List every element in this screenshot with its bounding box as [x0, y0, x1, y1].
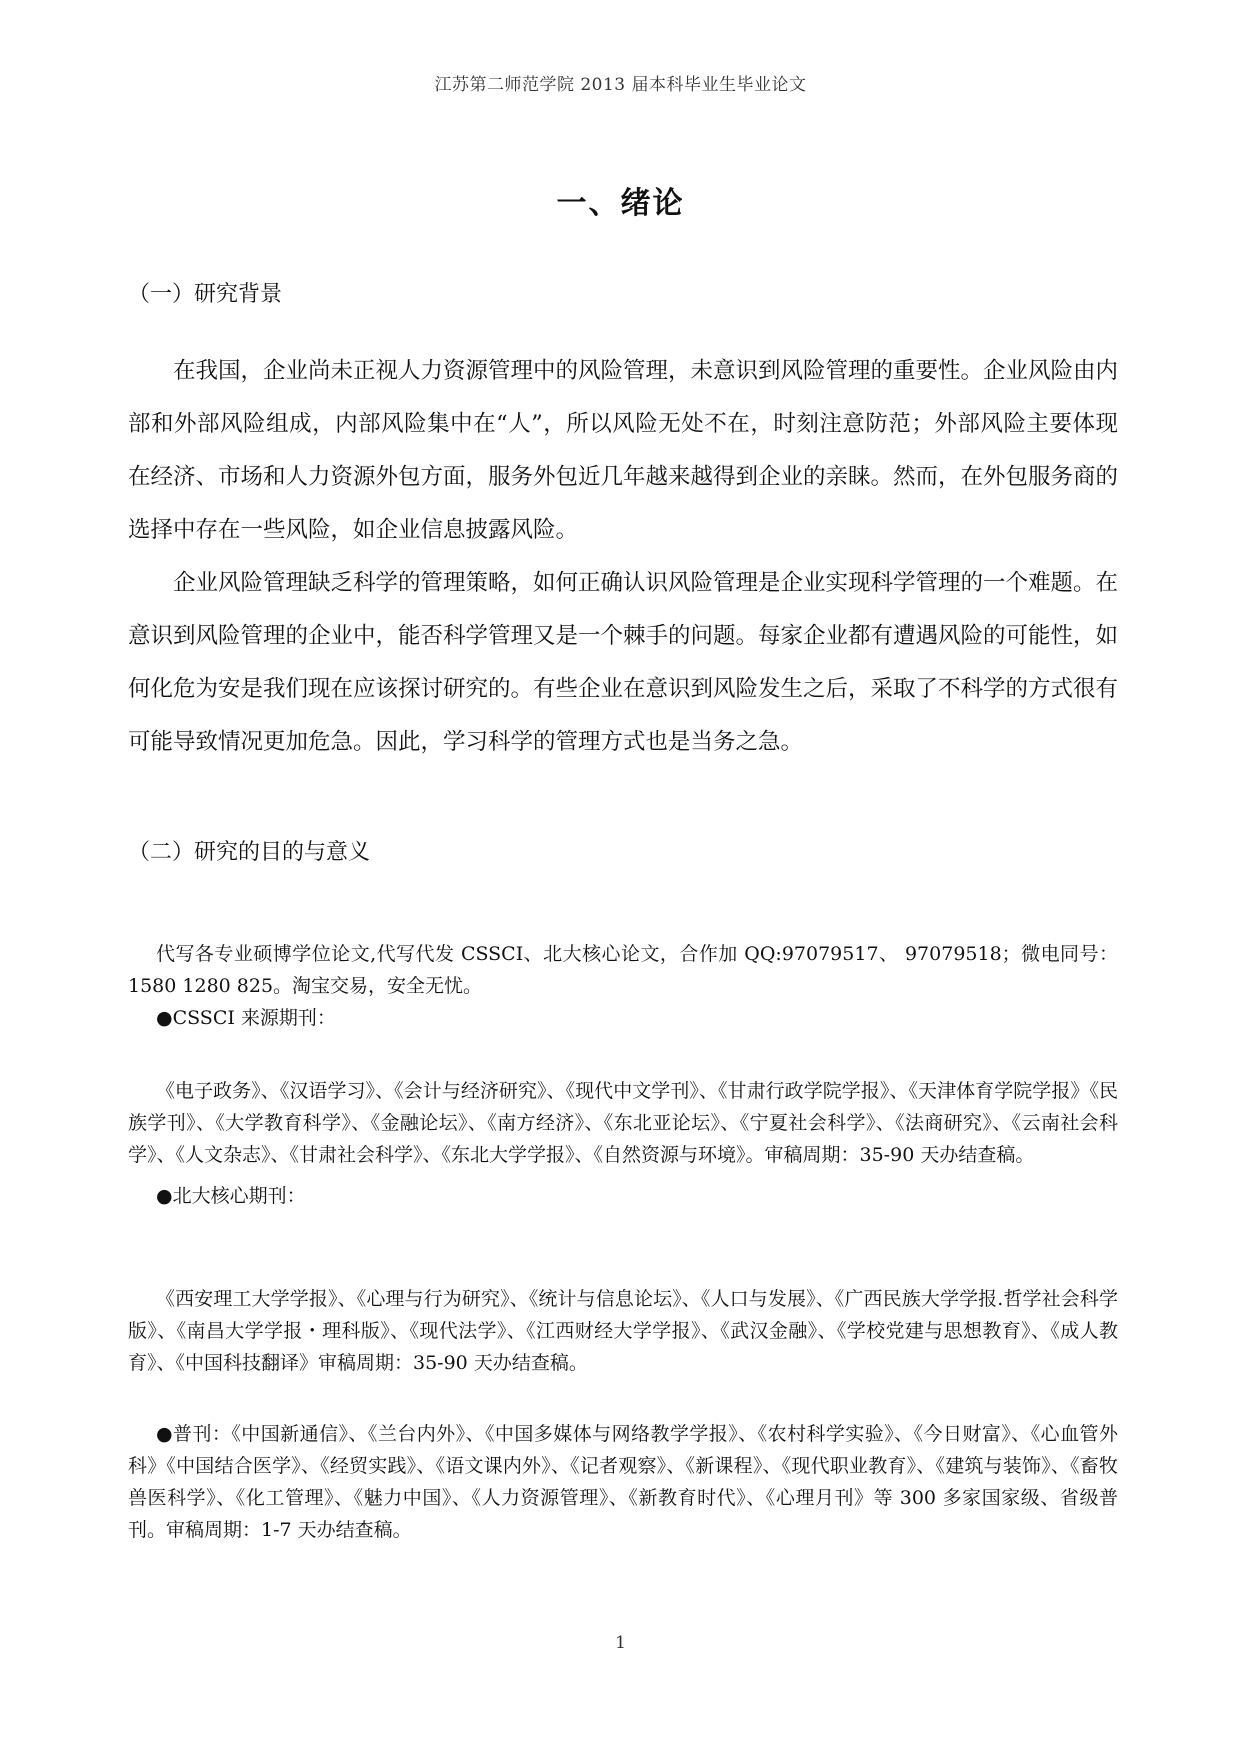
- advert-intro: [128, 938, 1118, 1002]
- advert-intro-text: 代写各专业硕博学位论文,代写代发 CSSCI、北大核心论文，合作加 QQ:97079517、 97079518；微电同号：1580 1280 825。淘宝交易，安全无忧。: [128, 943, 1118, 997]
- paragraph-text: 企业风险管理缺乏科学的管理策略，如何正确认识风险管理是企业实现科学管理的一个难题。在意识到风险管理的企业中，能否科学管理又是一个棘手的问题。每家企业都有遭遇风险的可能性，如何化危为安是我们现在应该探讨研究的。有些企业在意识到风险发生之后，采取了不科学的方式很有可能导致情况更加危急。因此，学习科学的管理方式也是当务之急。: [128, 570, 1119, 755]
- advert-pku-label: [128, 1180, 1118, 1212]
- advert-general-journals-text: ●普刊：《中国新通信》、《兰台内外》、《中国多媒体与网络教学学报》、《农村科学实验》、《今日财富》、《心血管外科》《中国结合医学》、《经贸实践》、《语文课内外》、《记者观察》、《新课程》、《现代职业教育》、《建筑与装饰》、《畜牧兽医科学》、《化工管理》、《魅力中国》、《人力资源管理》、《新教育时代》、《心理月刊》等 300 多家国家级、省级普刊。审稿周期：1-7 天办结查稿。: [128, 1423, 1118, 1541]
- body-paragraph-2: [128, 557, 1118, 769]
- advert-csscci-label-text: ●CSSCI 来源期刊：: [156, 1007, 336, 1029]
- body-paragraph-1: [128, 345, 1118, 557]
- running-header: 江苏第二师范学院 2013 届本科毕业生毕业论文: [434, 75, 807, 95]
- section-heading-background: （一）研究背景: [128, 282, 283, 307]
- advert-pku-list: [128, 1283, 1118, 1379]
- advert-csscci-list: [128, 1075, 1118, 1171]
- chapter-title: 一、绪论: [556, 186, 685, 221]
- advert-pku-list-text: 《西安理工大学学报》、《心理与行为研究》、《统计与信息论坛》、《人口与发展》、《广西民族大学学报.哲学社会科学版》、《南昌大学学报・理科版》、《现代法学》、《江西财经大学学报》、《武汉金融》、《学校党建与思想教育》、《成人教育》、《中国科技翻译》审稿周期：35-90 天办结查稿。: [128, 1288, 1118, 1374]
- page-number: 1: [615, 1633, 626, 1653]
- advert-pku-label-text: ●北大核心期刊：: [156, 1185, 306, 1207]
- section-heading-purpose: （二）研究的目的与意义: [128, 840, 371, 865]
- paragraph-text: 在我国，企业尚未正视人力资源管理中的风险管理，未意识到风险管理的重要性。企业风险由内部和外部风险组成，内部风险集中在“人”，所以风险无处不在，时刻注意防范；外部风险主要体现在经济、市场和人力资源外包方面，服务外包近几年越来越得到企业的亲睐。然而，在外包服务商的选择中存在一些风险，如企业信息披露风险。: [128, 358, 1119, 543]
- advert-general-journals: [128, 1418, 1118, 1546]
- advert-csscci-list-text: 《电子政务》、《汉语学习》、《会计与经济研究》、《现代中文学刊》、《甘肃行政学院学报》、《天津体育学院学报》《民族学刊》、《大学教育科学》、《金融论坛》、《南方经济》、《东北亚论坛》、《宁夏社会科学》、《法商研究》、《云南社会科学》、《人文杂志》、《甘肃社会科学》、《东北大学学报》、《自然资源与环境》。审稿周期：35-90 天办结查稿。: [128, 1080, 1118, 1166]
- advert-csscci-label: [128, 1002, 1118, 1034]
